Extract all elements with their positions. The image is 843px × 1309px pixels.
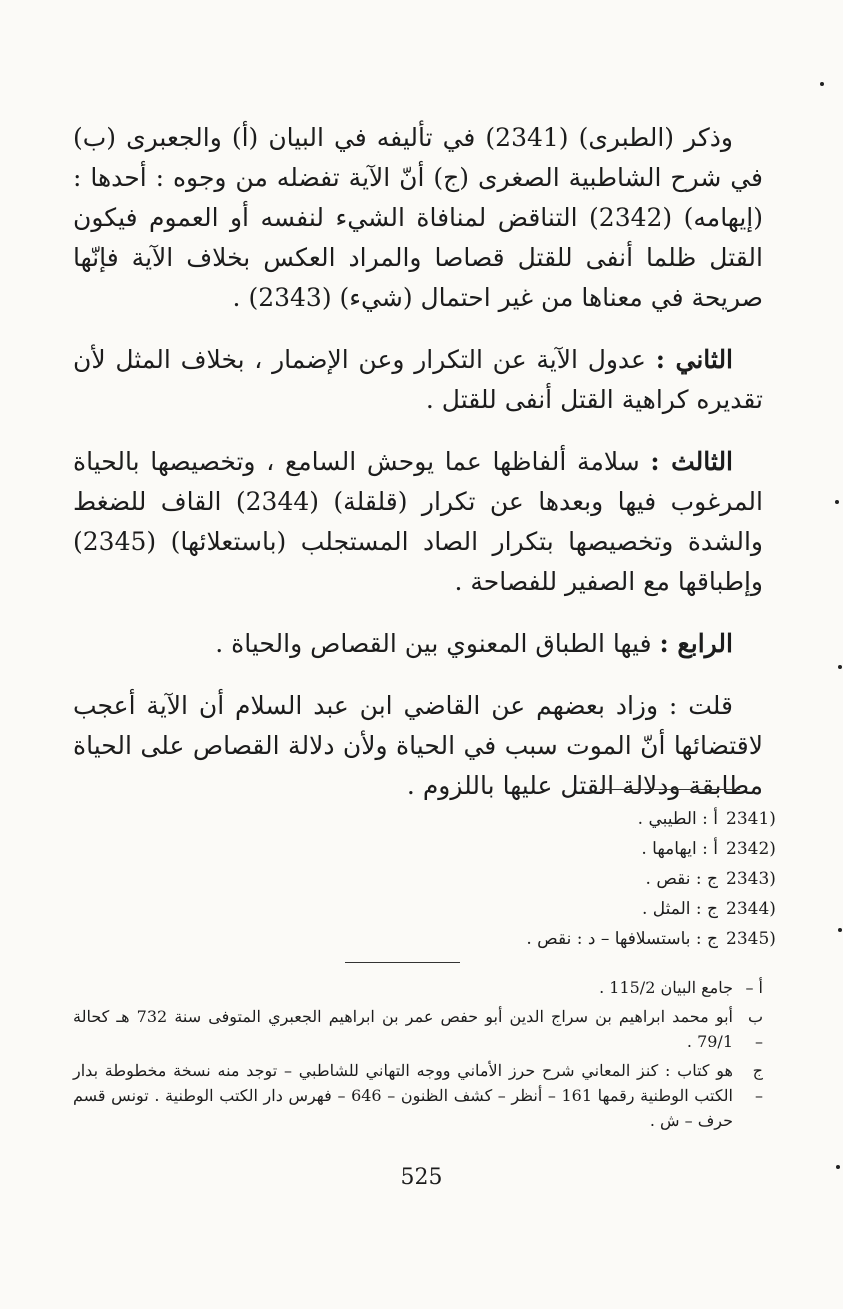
paragraph-text: عدول الآية عن التكرار وعن الإضمار ، بخلاف المثل لأن تقديره كراهية القتل أنفى للقتل .: [73, 345, 763, 414]
footnote-number: 2343): [726, 869, 776, 889]
paragraph-text: سلامة ألفاظها عما يوحش السامع ، وتخصيصها بالحياة المرغوب فيها وبعدها عن تكرار (قلقلة) (2344) القاف للضغط والشدة وتخصيصها بتكرار الصاد المستجلب (باستعلائها) (2345) وإطباقها مع الصفير للفصاحة .: [73, 447, 763, 596]
margin-mark: [835, 500, 839, 504]
margin-mark: [838, 928, 842, 932]
page-number: 525: [400, 1165, 443, 1190]
paragraph-label: الرابع :: [659, 629, 733, 658]
reference-text: أبو محمد ابراهيم بن سراج الدين أبو حفص عمر بن ابراهيم الجعبري المتوفى سنة 732 هـ كحالة 79/1 .: [73, 1007, 733, 1051]
footnote-divider: [600, 789, 740, 790]
footnote-text: ج : باستسلافها – د : نقص .: [526, 929, 718, 949]
reference-item: [73, 1058, 763, 1133]
footnote-item: [440, 864, 776, 894]
paragraph-label: الثاني :: [655, 345, 734, 374]
footnote-text: أ : ايهامها .: [641, 839, 718, 859]
reference-letter: ج –: [752, 1061, 763, 1105]
reference-item: [73, 975, 763, 1000]
reference-divider: [345, 962, 460, 963]
margin-mark: [836, 1165, 840, 1169]
footnote-number: 2345): [726, 929, 776, 949]
paragraph-text: وذكر (الطبرى) (2341) في تأليفه في البيان (أ) والجعبرى (ب) في شرح الشاطبية الصغرى (ج) أنّ الآية تفضله من وجوه : أحدها : (إيهامه) (2342) التناقض لمنافاة الشيء لنفسه أو العموم فيكون القتل ظلما أنفى للقتل قصاصا والمراد العكس بخلاف الآية فإنّها صريحة في معناها من غير احتمال (شيء) (2343) .: [73, 123, 763, 312]
footnote-item: [440, 924, 776, 954]
footnote-item: [440, 804, 776, 834]
paragraph-second: [73, 340, 763, 420]
footnote-number: 2342): [726, 839, 776, 859]
paragraph-note: [73, 686, 763, 806]
margin-mark: [838, 665, 842, 669]
references: [73, 975, 763, 1137]
footnote-item: [440, 834, 776, 864]
footnote-number: 2341): [726, 809, 776, 829]
reference-letter: ب –: [747, 1007, 763, 1051]
reference-letter: أ –: [745, 978, 763, 997]
footnote-text: ج : نقص .: [645, 869, 718, 889]
paragraph-text: قلت : وزاد بعضهم عن القاضي ابن عبد السلام أن الآية أعجب لاقتضائها أنّ الموت سبب في الحياة ولأن دلالة القصاص على الحياة مطابقة ودلالة القتل عليها باللزوم .: [73, 691, 763, 800]
margin-mark: [820, 82, 824, 86]
footnote-text: ج : المثل .: [641, 899, 718, 919]
footnote-number: 2344): [726, 899, 776, 919]
main-text: [73, 118, 763, 828]
reference-text: هو كتاب : كنز المعاني شرح حرز الأماني ووجه التهاني للشاطبي – توجد منه نسخة مخطوطة بدار الكتب الوطنية رقمها 161 – أنظر – كشف الظنون – 646 – فهرس دار الكتب الوطنية . تونس قسم حرف – ش .: [73, 1061, 734, 1130]
footnotes: [440, 804, 776, 954]
paragraph-fourth: [73, 624, 763, 664]
paragraph-intro: [73, 118, 763, 318]
footnote-text: أ : الطيبي .: [637, 809, 718, 829]
footnote-item: [440, 894, 776, 924]
paragraph-label: الثالث :: [650, 447, 734, 476]
reference-text: جامع البيان 115/2 .: [599, 978, 733, 997]
paragraph-text: فيها الطباق المعنوي بين القصاص والحياة .: [215, 629, 652, 658]
paragraph-third: [73, 442, 763, 602]
reference-item: [73, 1004, 763, 1054]
